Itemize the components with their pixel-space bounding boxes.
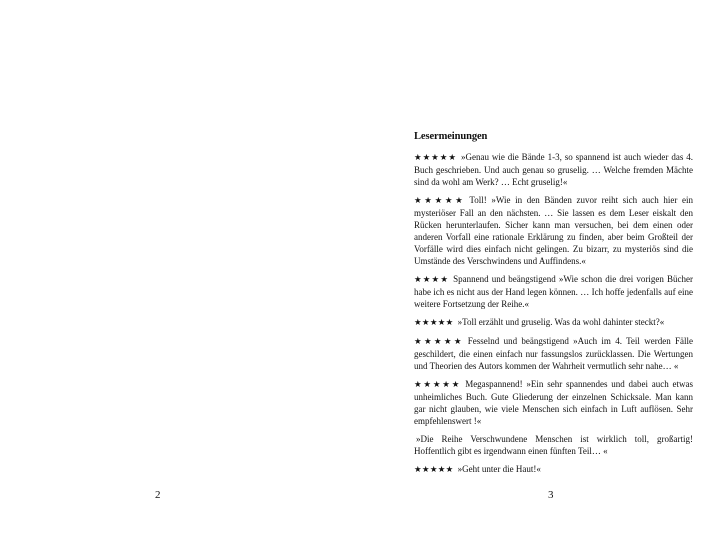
review-4 (414, 316, 693, 329)
star-rating: ★★★★★ (414, 196, 466, 206)
review-7 (414, 433, 693, 457)
review-3 (414, 273, 693, 310)
star-rating: ★★★★★ (414, 337, 464, 347)
review-text: Megaspannend! »Ein sehr spannendes und dabei auch etwas unheimliches Buch. Gute Gliederung der einzelnen Schicksale. Man kann gar nicht glauben, wie viele Menschen sich einfach in Luft auflösen. Sehr empfehlenswert !« (414, 379, 693, 426)
review-text: Fesselnd und beängstigend »Auch im 4. Teil werden Fälle geschildert, die einen einfach nur fassungslos zurücklassen. Die Wertungen und Theorien des Autors kommen der Wahrheit vermutlich sehr nahe… « (414, 336, 693, 371)
review-text: Spannend und beängstigend »Wie schon die drei vorigen Bücher habe ich es nicht aus der Hand legen können. … Ich hoffe jedenfalls auf eine weitere Fortsetzung der Reihe.« (414, 274, 693, 309)
review-1 (414, 151, 693, 188)
review-text: »Toll erzählt und gruselig. Was da wohl dahinter steckt?« (457, 317, 665, 327)
right-page (360, 0, 720, 541)
review-text: Toll! »Wie in den Bänden zuvor reiht sich auch hier ein mysteriöser Fall an den nächsten. … Sie lassen es dem Leser eiskalt den Rücken herunterlaufen. Sicher kann man versuchen, bei dem einen oder anderen Vorfall eine rationale Erklärung zu finden, aber beim Großteil der Vorfälle wird dies einfach nicht gelingen. Zu bizarr, zu mysteriös sind die Umstände des Verschwindens und Auffindens.« (414, 195, 693, 266)
star-rating: ★★★★★ (414, 318, 454, 328)
page-number-right: 3 (548, 489, 554, 501)
star-rating: ★★★★★ (414, 465, 454, 475)
page-number-left: 2 (155, 489, 161, 501)
review-6 (414, 378, 693, 427)
review-5 (414, 335, 693, 372)
reader-reviews-section (414, 131, 693, 482)
section-heading: Lesermeinungen (414, 131, 488, 142)
review-2 (414, 194, 693, 267)
review-8 (414, 463, 693, 476)
review-text: »Die Reihe Verschwundene Menschen ist wirklich toll, großartig! Hoffentlich gibt es irgendwann einen fünften Teil… « (414, 434, 693, 456)
review-text: »Genau wie die Bände 1-3, so spannend ist auch wieder das 4. Buch geschrieben. Und auch genau so gruselig. … Welche fremden Mächte sind da wohl am Werk? … Echt gruselig!« (414, 152, 693, 187)
star-rating: ★★★★★ (414, 153, 457, 163)
star-rating: ★★★★★ (414, 380, 462, 390)
star-rating: ★★★★ (414, 275, 450, 285)
review-text: »Geht unter die Haut!« (457, 464, 541, 474)
